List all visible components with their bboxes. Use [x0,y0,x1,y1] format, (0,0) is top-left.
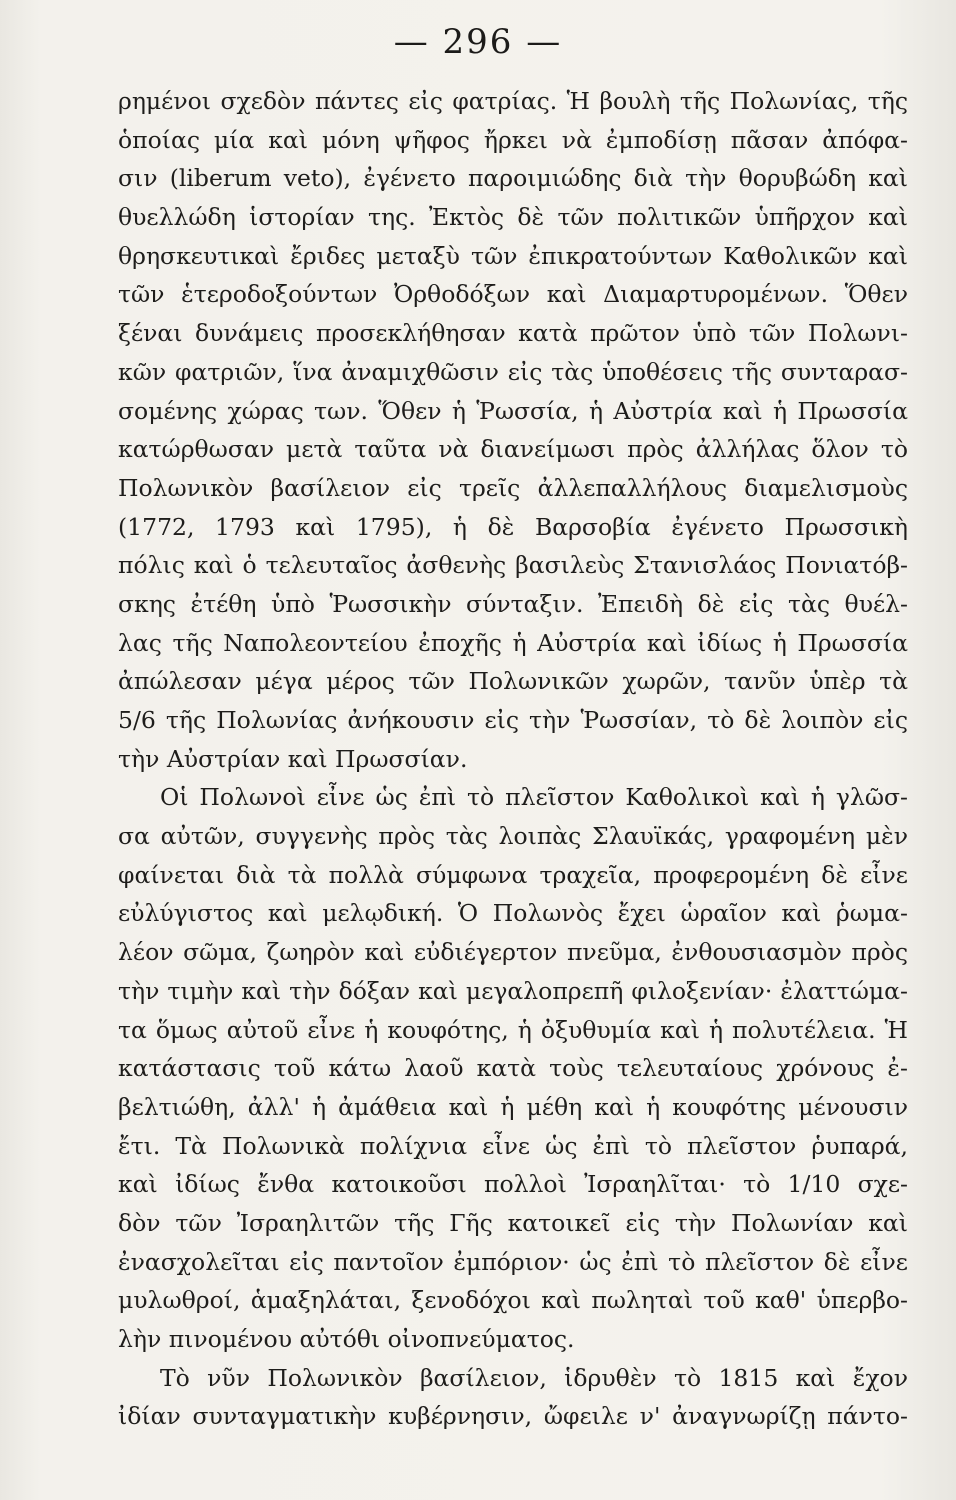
text-line: θρησκευτικαὶ ἔριδες μεταξὺ τῶν ἐπικρατούντων Καθολικῶν καὶ [118,241,908,270]
text-line: τῶν ἑτεροδοξούντων Ὀρθοδόξων καὶ Διαμαρτυρομένων. Ὅθεν [118,280,908,309]
text-line: τὴν τιμὴν καὶ τὴν δόξαν καὶ μεγαλοπρεπῆ φιλοξενίαν· ἐλαττώμα- [118,976,908,1005]
text-line: λὴν πινομένου αὐτόθι οἰνοπνεύματος. [118,1325,575,1353]
text-line: σκης ἐτέθη ὑπὸ Ῥωσσικὴν σύνταξιν. Ἐπειδὴ δὲ εἰς τὰς θυέλ- [118,589,908,618]
text-line: Τὸ νῦν Πολωνικὸν βασίλειον, ἱδρυθὲν τὸ 1815 καὶ ἔχον [160,1363,908,1392]
text-line: ρημένοι σχεδὸν πάντες εἰς φατρίας. Ἡ βουλὴ τῆς Πολωνίας, τῆς [118,87,908,115]
text-line: τα ὅμως αὐτοῦ εἶνε ἡ κουφότης, ἡ ὀξυθυμία καὶ ἡ πολυτέλεια. Ἡ [118,1015,908,1044]
text-line: κατάστασις τοῦ κάτω λαοῦ κατὰ τοὺς τελευταίους χρόνους ἐ- [118,1054,908,1083]
text-line: καὶ ἰδίως ἔνθα κατοικοῦσι πολλοὶ Ἰσραηλῖται· τὸ 1/10 σχε- [118,1170,908,1199]
text-line: ἔτι. Τὰ Πολωνικὰ πολίχνια εἶνε ὡς ἐπὶ τὸ πλεῖστον ῥυπαρά, [118,1131,908,1160]
text-line: δὸν τῶν Ἰσραηλιτῶν τῆς Γῆς κατοικεῖ εἰς τὴν Πολωνίαν καὶ [118,1208,908,1237]
text-line: κῶν φατριῶν, ἵνα ἀναμιχθῶσιν εἰς τὰς ὑποθέσεις τῆς συνταρασ- [118,357,908,386]
text-line: 5/6 τῆς Πολωνίας ἀνήκουσιν εἰς τὴν Ῥωσσίαν, τὸ δὲ λοιπὸν εἰς [118,706,908,734]
text-line: ἐνασχολεῖται εἰς παντοῖον ἐμπόριον· ὡς ἐπὶ τὸ πλεῖστον δὲ εἶνε [118,1247,908,1276]
text-line: σιν (liberum veto), ἐγένετο παροιμιώδης διὰ τὴν θορυβώδη καὶ [118,164,908,193]
text-line: ἀπώλεσαν μέγα μέρος τῶν Πολωνικῶν χωρῶν, τανῦν ὑπὲρ τὰ [118,667,908,696]
text-line: σομένης χώρας των. Ὅθεν ἡ Ῥωσσία, ἡ Αὐστρία καὶ ἡ Πρωσσία [118,396,908,425]
text-line: ὁποίας μία καὶ μόνη ψῆφος ἤρκει νὰ ἐμποδίσῃ πᾶσαν ἀπόφα- [118,125,908,154]
text-line: λας τῆς Ναπολεοντείου ἐποχῆς ἡ Αὐστρία καὶ ἰδίως ἡ Πρωσσία [118,628,908,657]
text-line: Πολωνικὸν βασίλειον εἰς τρεῖς ἀλλεπαλλήλους διαμελισμοὺς [118,473,908,502]
text-line: τὴν Αὐστρίαν καὶ Πρωσσίαν. [118,744,468,773]
text-line: σα αὐτῶν, συγγενὴς πρὸς τὰς λοιπὰς Σλαυϊκάς, γραφομένη μὲν [118,822,908,851]
text-line: μυλωθροί, ἁμαξηλάται, ξενοδόχοι καὶ πωληταὶ τοῦ καθ' ὑπερβο- [118,1286,908,1315]
page-number: — 296 — [393,22,563,62]
text-line: κατώρθωσαν μετὰ ταῦτα νὰ διανείμωσι πρὸς ἀλλήλας ὅλον τὸ [118,435,908,464]
text-line: φαίνεται διὰ τὰ πολλὰ σύμφωνα τραχεῖα, προφερομένη δὲ εἶνε [118,860,908,889]
text-line: βελτιώθη, ἀλλ' ἡ ἀμάθεια καὶ ἡ μέθη καὶ ἡ κουφότης μένουσιν [118,1092,908,1121]
text-line: πόλις καὶ ὁ τελευταῖος ἀσθενὴς βασιλεὺς Στανισλάος Πονιατόβ- [118,551,908,580]
text-line: λέον σῶμα, ζωηρὸν καὶ εὐδιέγερτον πνεῦμα, ἐνθουσιασμὸν πρὸς [118,938,908,967]
text-line: (1772, 1793 καὶ 1795), ἡ δὲ Βαρσοβία ἐγένετο Πρωσσικὴ [118,512,908,541]
text-line: ἰδίαν συνταγματικὴν κυβέρνησιν, ὤφειλε ν' ἀναγνωρίζῃ πάντο- [118,1402,908,1431]
body-text [118,82,908,1436]
text-line: θυελλώδη ἱστορίαν της. Ἐκτὸς δὲ τῶν πολιτικῶν ὑπῆρχον καὶ [118,203,908,232]
text-line: Οἱ Πολωνοὶ εἶνε ὡς ἐπὶ τὸ πλεῖστον Καθολικοὶ καὶ ἡ γλῶσ- [160,783,908,812]
text-line: εὐλύγιστος καὶ μελῳδική. Ὁ Πολωνὸς ἔχει ὡραῖον καὶ ῥωμα- [118,899,908,928]
text-line: ξέναι δυνάμεις προσεκλήθησαν κατὰ πρῶτον ὑπὸ τῶν Πολωνι- [118,319,908,348]
